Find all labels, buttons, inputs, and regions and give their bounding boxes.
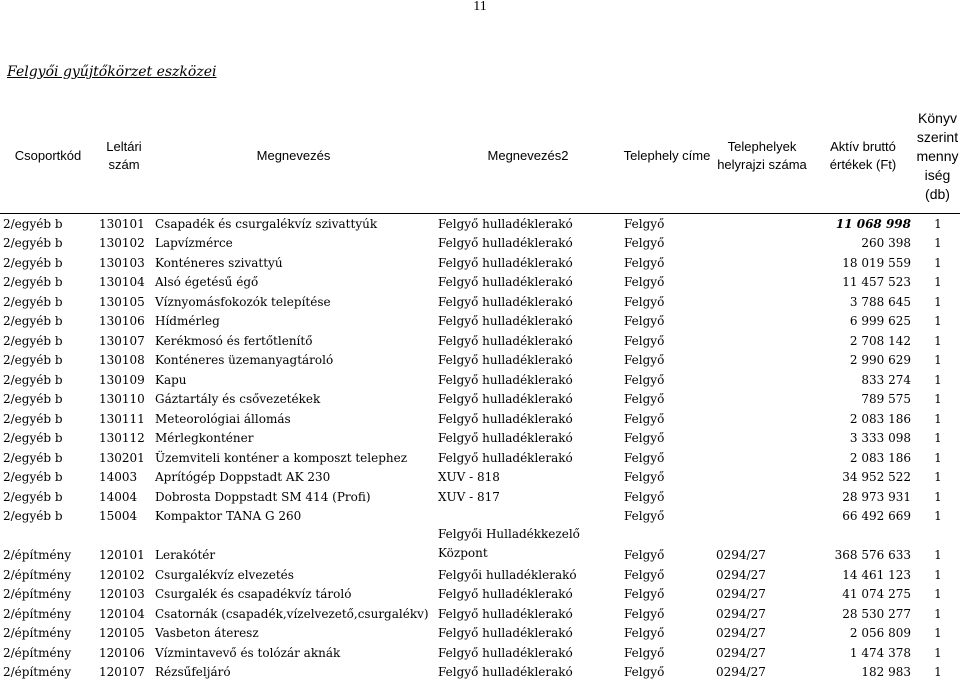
table-row (0, 525, 960, 564)
row-site-address: Felgyő (621, 291, 713, 311)
row-net-value: 2 083 186 (811, 447, 915, 467)
row-site-lot (713, 428, 811, 448)
row-name2: Felgyő hulladéklerakó (435, 350, 621, 370)
row-book-qty: 1 (915, 369, 960, 389)
row-site-lot (713, 272, 811, 292)
row-book-qty: 1 (915, 233, 960, 253)
row-name2: Felgyő hulladéklerakó (435, 623, 621, 643)
row-category: 2/egyéb b (0, 486, 96, 506)
row-category: 2/egyéb b (0, 311, 96, 331)
row-name2: Felgyő hulladéklerakó (435, 389, 621, 409)
table-row (0, 252, 960, 272)
row-net-value: 34 952 522 (811, 467, 915, 487)
row-name2: Felgyői Hulladékkezelő Központ (435, 525, 621, 564)
row-name: Kompaktor TANA G 260 (152, 506, 435, 526)
row-name: Csurgalék és csapadékvíz tároló (152, 584, 435, 604)
row-book-qty: 1 (915, 584, 960, 604)
row-net-value: 18 019 559 (811, 252, 915, 272)
row-name: Konténeres szivattyú (152, 252, 435, 272)
row-site-address: Felgyő (621, 623, 713, 643)
row-inventory-no: 130109 (96, 369, 152, 389)
row-name: Hídmérleg (152, 311, 435, 331)
row-book-qty: 1 (915, 272, 960, 292)
table-row (0, 447, 960, 467)
row-name: Kerékmosó és fertőtlenítő (152, 330, 435, 350)
table-row (0, 213, 960, 233)
row-category: 2/egyéb b (0, 233, 96, 253)
row-net-value: 2 990 629 (811, 350, 915, 370)
row-category: 2/egyéb b (0, 369, 96, 389)
row-name: Vízmintavevő és tolózár aknák (152, 642, 435, 662)
row-site-lot: 0294/27 (713, 662, 811, 681)
row-inventory-no: 130107 (96, 330, 152, 350)
row-site-lot (713, 350, 811, 370)
row-inventory-no: 120104 (96, 603, 152, 623)
row-site-address: Felgyő (621, 272, 713, 292)
row-site-lot: 0294/27 (713, 603, 811, 623)
row-inventory-no: 120103 (96, 584, 152, 604)
row-category: 2/egyéb b (0, 213, 96, 233)
row-inventory-no: 120105 (96, 623, 152, 643)
row-name2: Felgyő hulladéklerakó (435, 603, 621, 623)
row-book-qty: 1 (915, 213, 960, 233)
table-row (0, 291, 960, 311)
row-name2: Felgyő hulladéklerakó (435, 662, 621, 681)
col-header-name: Megnevezés (152, 100, 435, 213)
row-category: 2/építmény (0, 564, 96, 584)
row-book-qty: 1 (915, 506, 960, 526)
row-net-value: 368 576 633 (811, 525, 915, 564)
row-category: 2/egyéb b (0, 408, 96, 428)
row-name: Alsó égetésű égő (152, 272, 435, 292)
row-site-address: Felgyő (621, 642, 713, 662)
row-name2: Felgyő hulladéklerakó (435, 311, 621, 331)
row-name2: Felgyő hulladéklerakó (435, 369, 621, 389)
table-row (0, 662, 960, 681)
row-name2: Felgyő hulladéklerakó (435, 272, 621, 292)
row-name: Konténeres üzemanyagtároló (152, 350, 435, 370)
row-inventory-no: 130110 (96, 389, 152, 409)
row-site-lot (713, 233, 811, 253)
table-header-row (0, 100, 960, 213)
row-site-lot: 0294/27 (713, 623, 811, 643)
row-name2: Felgyő hulladéklerakó (435, 642, 621, 662)
col-header-book-qty: Könyv szerint menny iség (db) (915, 100, 960, 213)
row-net-value: 6 999 625 (811, 311, 915, 331)
row-site-lot (713, 447, 811, 467)
row-site-address: Felgyő (621, 662, 713, 681)
row-name2: Felgyő hulladéklerakó (435, 447, 621, 467)
row-name2: Felgyő hulladéklerakó (435, 408, 621, 428)
row-book-qty: 1 (915, 389, 960, 409)
row-category: 2/egyéb b (0, 506, 96, 526)
row-book-qty: 1 (915, 291, 960, 311)
row-name2: Felgyő hulladéklerakó (435, 428, 621, 448)
col-header-inventory-no: Leltári szám (96, 100, 152, 213)
row-site-address: Felgyő (621, 525, 713, 564)
table-row (0, 330, 960, 350)
asset-table (0, 100, 960, 681)
table-body (0, 213, 960, 681)
table-row (0, 233, 960, 253)
table-row (0, 389, 960, 409)
row-name: Csapadék és csurgalékvíz szivattyúk (152, 213, 435, 233)
col-header-category: Csoportkód (0, 100, 96, 213)
table-row (0, 486, 960, 506)
row-net-value: 789 575 (811, 389, 915, 409)
row-inventory-no: 120106 (96, 642, 152, 662)
row-category: 2/egyéb b (0, 272, 96, 292)
row-site-lot (713, 467, 811, 487)
row-name2: Felgyői hulladéklerakó (435, 564, 621, 584)
row-site-address: Felgyő (621, 350, 713, 370)
row-book-qty: 1 (915, 642, 960, 662)
row-book-qty: 1 (915, 467, 960, 487)
row-net-value: 11 457 523 (811, 272, 915, 292)
row-net-value: 2 708 142 (811, 330, 915, 350)
row-site-lot (713, 311, 811, 331)
row-book-qty: 1 (915, 428, 960, 448)
row-book-qty: 1 (915, 408, 960, 428)
row-name: Meteorológiai állomás (152, 408, 435, 428)
row-site-lot (713, 506, 811, 526)
row-category: 2/egyéb b (0, 447, 96, 467)
section-title: Felgyői gyűjtőkörzet eszközei (7, 63, 216, 81)
col-header-site-lot: Telephelyek helyrajzi száma (713, 100, 811, 213)
row-site-lot: 0294/27 (713, 564, 811, 584)
row-inventory-no: 130201 (96, 447, 152, 467)
row-net-value: 11 068 998 (811, 213, 915, 233)
row-site-address: Felgyő (621, 447, 713, 467)
row-name2: XUV - 817 (435, 486, 621, 506)
row-inventory-no: 130106 (96, 311, 152, 331)
row-name: Lerakótér (152, 525, 435, 564)
row-site-lot (713, 408, 811, 428)
row-site-lot (713, 291, 811, 311)
row-site-lot: 0294/27 (713, 642, 811, 662)
table-row (0, 408, 960, 428)
row-name2: Felgyő hulladéklerakó (435, 584, 621, 604)
row-net-value: 1 474 378 (811, 642, 915, 662)
table-row (0, 584, 960, 604)
row-category: 2/egyéb b (0, 428, 96, 448)
row-inventory-no: 130102 (96, 233, 152, 253)
row-site-address: Felgyő (621, 252, 713, 272)
row-name: Vasbeton áteresz (152, 623, 435, 643)
row-inventory-no: 130111 (96, 408, 152, 428)
row-net-value: 41 074 275 (811, 584, 915, 604)
row-net-value: 833 274 (811, 369, 915, 389)
table-row (0, 350, 960, 370)
row-inventory-no: 15004 (96, 506, 152, 526)
table-row (0, 311, 960, 331)
row-category: 2/építmény (0, 642, 96, 662)
row-name: Gáztartály és csővezetékek (152, 389, 435, 409)
table-row (0, 623, 960, 643)
row-inventory-no: 130108 (96, 350, 152, 370)
row-name: Csatornák (csapadék,vízelvezető,csurgalékv) (152, 603, 435, 623)
row-name2 (435, 506, 621, 526)
row-site-address: Felgyő (621, 467, 713, 487)
row-site-address: Felgyő (621, 486, 713, 506)
row-book-qty: 1 (915, 486, 960, 506)
row-net-value: 2 083 186 (811, 408, 915, 428)
row-name: Kapu (152, 369, 435, 389)
row-category: 2/építmény (0, 662, 96, 681)
row-book-qty: 1 (915, 662, 960, 681)
row-book-qty: 1 (915, 252, 960, 272)
page-number: 11 (0, 0, 960, 16)
row-site-lot (713, 486, 811, 506)
row-inventory-no: 130103 (96, 252, 152, 272)
row-site-lot (713, 330, 811, 350)
row-book-qty: 1 (915, 447, 960, 467)
row-name: Csurgalékvíz elvezetés (152, 564, 435, 584)
row-site-lot (713, 252, 811, 272)
row-category: 2/építmény (0, 603, 96, 623)
row-net-value: 182 983 (811, 662, 915, 681)
table-row (0, 564, 960, 584)
row-inventory-no: 130104 (96, 272, 152, 292)
table-row (0, 642, 960, 662)
row-net-value: 260 398 (811, 233, 915, 253)
row-book-qty: 1 (915, 564, 960, 584)
row-site-lot (713, 369, 811, 389)
row-site-address: Felgyő (621, 330, 713, 350)
row-name: Lapvízmérce (152, 233, 435, 253)
row-net-value: 28 530 277 (811, 603, 915, 623)
row-book-qty: 1 (915, 623, 960, 643)
row-site-address: Felgyő (621, 584, 713, 604)
row-site-address: Felgyő (621, 389, 713, 409)
row-name2: XUV - 818 (435, 467, 621, 487)
row-name2: Felgyő hulladéklerakó (435, 330, 621, 350)
row-name: Víznyomásfokozók telepítése (152, 291, 435, 311)
table-row (0, 506, 960, 526)
row-inventory-no: 130105 (96, 291, 152, 311)
row-category: 2/egyéb b (0, 389, 96, 409)
row-name: Üzemviteli konténer a komposzt telephez (152, 447, 435, 467)
row-book-qty: 1 (915, 311, 960, 331)
row-category: 2/egyéb b (0, 252, 96, 272)
col-header-net-value: Aktív bruttó értékek (Ft) (811, 100, 915, 213)
row-net-value: 28 973 931 (811, 486, 915, 506)
row-category: 2/egyéb b (0, 330, 96, 350)
row-inventory-no: 14004 (96, 486, 152, 506)
row-site-address: Felgyő (621, 311, 713, 331)
row-site-address: Felgyő (621, 428, 713, 448)
row-site-address: Felgyő (621, 408, 713, 428)
col-header-site-address: Telephely címe (621, 100, 713, 213)
row-site-address: Felgyő (621, 213, 713, 233)
row-category: 2/egyéb b (0, 467, 96, 487)
table-row (0, 467, 960, 487)
row-inventory-no: 130112 (96, 428, 152, 448)
row-name2: Felgyő hulladéklerakó (435, 291, 621, 311)
row-site-address: Felgyő (621, 506, 713, 526)
row-net-value: 14 461 123 (811, 564, 915, 584)
row-net-value: 3 333 098 (811, 428, 915, 448)
row-inventory-no: 120102 (96, 564, 152, 584)
row-inventory-no: 130101 (96, 213, 152, 233)
row-category: 2/építmény (0, 584, 96, 604)
table-row (0, 428, 960, 448)
row-category: 2/építmény (0, 525, 96, 564)
row-net-value: 3 788 645 (811, 291, 915, 311)
row-site-lot (713, 389, 811, 409)
row-book-qty: 1 (915, 525, 960, 564)
row-site-lot (713, 213, 811, 233)
row-site-address: Felgyő (621, 564, 713, 584)
row-site-address: Felgyő (621, 369, 713, 389)
row-name2: Felgyő hulladéklerakó (435, 213, 621, 233)
row-site-address: Felgyő (621, 233, 713, 253)
row-site-lot: 0294/27 (713, 584, 811, 604)
col-header-name2: Megnevezés2 (435, 100, 621, 213)
row-net-value: 66 492 669 (811, 506, 915, 526)
row-inventory-no: 120107 (96, 662, 152, 681)
row-name: Aprítógép Doppstadt AK 230 (152, 467, 435, 487)
row-category: 2/egyéb b (0, 291, 96, 311)
row-inventory-no: 14003 (96, 467, 152, 487)
row-name2: Felgyő hulladéklerakó (435, 233, 621, 253)
row-name: Mérlegkonténer (152, 428, 435, 448)
row-category: 2/egyéb b (0, 350, 96, 370)
table-row (0, 272, 960, 292)
row-site-lot: 0294/27 (713, 525, 811, 564)
row-name: Rézsűfeljáró (152, 662, 435, 681)
row-book-qty: 1 (915, 330, 960, 350)
row-site-address: Felgyő (621, 603, 713, 623)
row-book-qty: 1 (915, 603, 960, 623)
row-name: Dobrosta Doppstadt SM 414 (Profi) (152, 486, 435, 506)
row-net-value: 2 056 809 (811, 623, 915, 643)
row-inventory-no: 120101 (96, 525, 152, 564)
row-book-qty: 1 (915, 350, 960, 370)
row-name2: Felgyő hulladéklerakó (435, 252, 621, 272)
row-category: 2/építmény (0, 623, 96, 643)
table-row (0, 369, 960, 389)
table-row (0, 603, 960, 623)
